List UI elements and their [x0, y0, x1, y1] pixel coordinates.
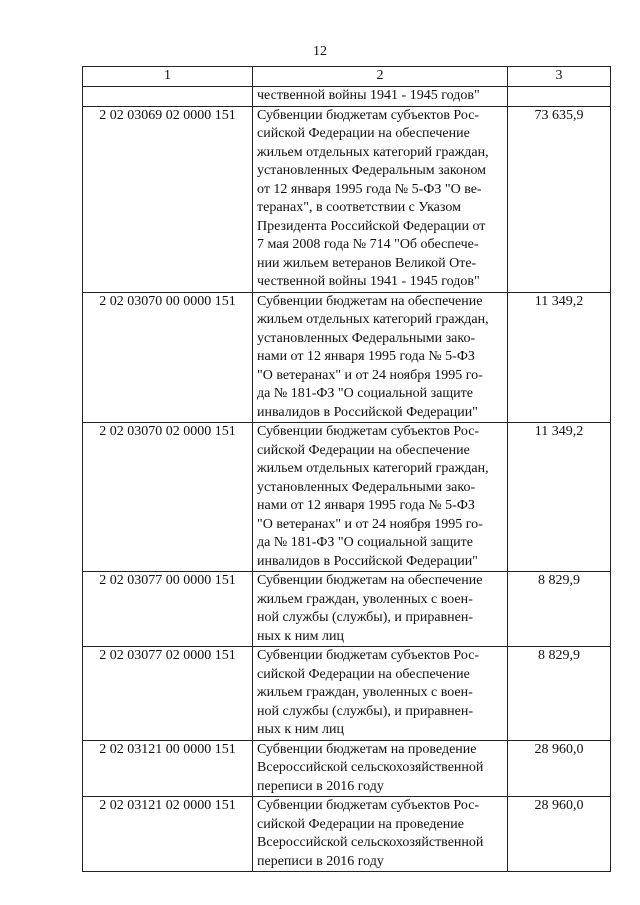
- description-line: Субвенции бюджетам на обеспечение: [257, 573, 483, 588]
- table-row: [83, 740, 611, 797]
- description-line: нами от 12 января 1995 года № 5-ФЗ: [257, 498, 475, 513]
- description-line: Субвенции бюджетам субъектов Рос-: [257, 648, 480, 663]
- description-cell: [253, 797, 508, 872]
- description-line: инвалидов в Российской Федерации": [257, 404, 478, 420]
- amount-cell: 8 829,9: [508, 647, 611, 741]
- description-cell: [253, 647, 508, 741]
- description-line: ных к ним лиц: [257, 628, 345, 644]
- description-line: ных к ним лиц: [257, 722, 345, 737]
- description-cell: [253, 292, 508, 423]
- amount-cell: 8 829,9: [508, 572, 611, 647]
- description-line: нии жильем ветеранов Великой Оте-: [257, 255, 477, 271]
- description-line: "О ветеранах" и от 24 ноября 1995 го-: [257, 516, 483, 532]
- description-line: да № 181-ФЗ "О социальной защите: [257, 386, 473, 401]
- description-line: жильем граждан, уволенных с воен-: [257, 685, 473, 700]
- description-line: чественной войны 1941 - 1945 годов": [257, 274, 480, 289]
- description-line: чественной войны 1941 - 1945 годов": [257, 88, 480, 103]
- description-line: "О ветеранах" и от 24 ноября 1995 го-: [257, 367, 483, 383]
- description-line: установленных Федеральными зако-: [257, 330, 476, 346]
- budget-code-cell: 2 02 03077 02 0000 151: [83, 647, 253, 741]
- code-cell: [83, 87, 253, 107]
- description-line: от 12 января 1995 года № 5-ФЗ "О ве-: [257, 181, 482, 197]
- description-line: Субвенции бюджетам на проведение: [257, 741, 477, 757]
- description-line: Субвенции бюджетам на обеспечение: [257, 293, 483, 309]
- table-body: [83, 87, 611, 872]
- description-cell: [253, 423, 508, 572]
- table-row: [83, 572, 611, 647]
- description-line: Субвенции бюджетам субъектов Рос-: [257, 798, 480, 813]
- amount-cell: 11 349,2: [508, 423, 611, 572]
- description-line: Субвенции бюджетам субъектов Рос-: [257, 424, 480, 439]
- column-header-amount: 3: [508, 67, 611, 87]
- description-line: сийской Федерации на обеспечение: [257, 666, 470, 682]
- budget-code-cell: 2 02 03070 00 0000 151: [83, 292, 253, 423]
- description-cell: [253, 87, 508, 107]
- budget-code-cell: 2 02 03069 02 0000 151: [83, 106, 253, 292]
- description-line: сийской Федерации на обеспечение: [257, 442, 470, 458]
- column-header-code: 1: [83, 67, 253, 87]
- description-line: Всероссийской сельскохозяйственной: [257, 835, 484, 850]
- description-line: жильем отдельных категорий граждан,: [257, 312, 489, 327]
- budget-code-cell: 2 02 03121 02 0000 151: [83, 797, 253, 872]
- description-line: Всероссийской сельскохозяйственной: [257, 760, 484, 775]
- description-line: да № 181-ФЗ "О социальной защите: [257, 535, 473, 550]
- description-line: сийской Федерации на проведение: [257, 816, 464, 832]
- amount-cell: 28 960,0: [508, 740, 611, 797]
- description-line: сийской Федерации на обеспечение: [257, 126, 470, 141]
- description-line: 7 мая 2008 года № 714 "Об обеспече-: [257, 237, 479, 252]
- description-line: теранах", в соответствии с Указом: [257, 200, 461, 215]
- budget-code-cell: 2 02 03077 00 0000 151: [83, 572, 253, 647]
- table-row: [83, 423, 611, 572]
- page-number: 12: [313, 44, 327, 59]
- description-line: нами от 12 января 1995 года № 5-ФЗ: [257, 349, 475, 364]
- amount-cell: [508, 87, 611, 107]
- amount-cell: 11 349,2: [508, 292, 611, 423]
- table-header-row: [83, 67, 611, 87]
- description-line: Президента Российской Федерации от: [257, 218, 486, 234]
- description-cell: [253, 572, 508, 647]
- description-line: установленных Федеральными зако-: [257, 479, 476, 495]
- description-line: жильем граждан, уволенных с воен-: [257, 591, 473, 607]
- budget-code-cell: 2 02 03121 00 0000 151: [83, 740, 253, 797]
- amount-cell: 73 635,9: [508, 106, 611, 292]
- description-cell: [253, 106, 508, 292]
- description-line: Субвенции бюджетам субъектов Рос-: [257, 107, 480, 123]
- budget-table: [82, 66, 611, 872]
- description-line: переписи в 2016 году: [257, 778, 384, 794]
- column-header-description: 2: [253, 67, 508, 87]
- description-line: жильем отдельных категорий граждан,: [257, 144, 489, 160]
- description-line: жильем отдельных категорий граждан,: [257, 461, 489, 476]
- description-line: ной службы (службы), и приравнен-: [257, 703, 474, 719]
- table-row: [83, 106, 611, 292]
- description-cell: [253, 740, 508, 797]
- amount-cell: 28 960,0: [508, 797, 611, 872]
- continuation-row: [83, 87, 611, 107]
- table-row: [83, 292, 611, 423]
- budget-code-cell: 2 02 03070 02 0000 151: [83, 423, 253, 572]
- table-row: [83, 647, 611, 741]
- description-line: установленных Федеральным законом: [257, 163, 487, 178]
- table-row: [83, 797, 611, 872]
- description-line: ной службы (службы), и приравнен-: [257, 610, 474, 625]
- description-line: инвалидов в Российской Федерации": [257, 553, 478, 569]
- description-line: переписи в 2016 году: [257, 853, 384, 869]
